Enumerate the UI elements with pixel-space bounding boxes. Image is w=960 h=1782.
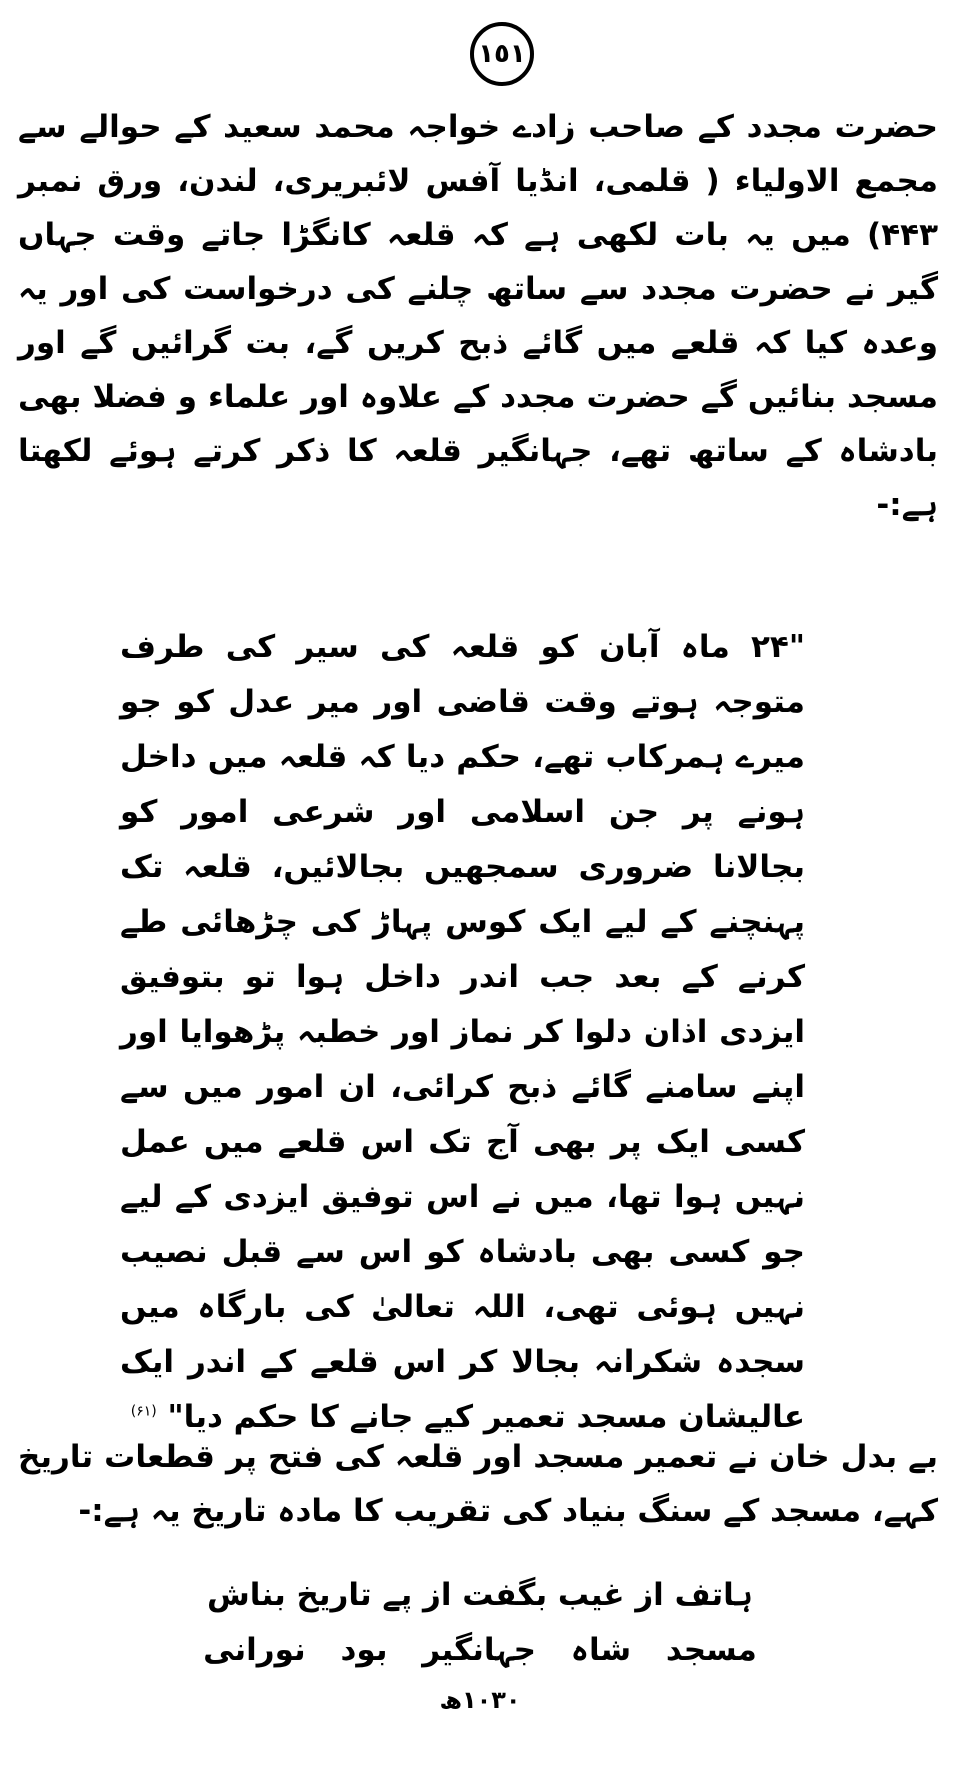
page-number-badge: [470, 22, 534, 86]
closing-paragraph: بے بدل خان نے تعمیر مسجد اور قلعہ کی فتح پر قطعات تاریخ کہے، مسجد کے سنگ بنیاد کی تقریب کا مادہ تاریخ یہ ہے:-: [18, 1439, 938, 1529]
verse-line-2: مسجد شاہ جہانگیر بود نورانی: [203, 1632, 757, 1668]
opening-paragraph: حضرت مجدد کے صاحب زادے خواجہ محمد سعید کے حوالے سے مجمع الاولیاء ( قلمی، انڈیا آفس لائبریری، لندن، ورق نمبر ۴۴۳) میں یہ بات لکھی ہے کہ قلعہ کانگڑا جاتے وقت جہاں گیر نے حضرت مجدد سے ساتھ چلنے کی درخواست کی اور یہ وعدہ کیا کہ قلعے میں گائے ذبح کریں گے، بت گرائیں گے اور مسجد بنائیں گے حضرت مجدد کے علاوہ اور علماء و فضلا بھی بادشاہ کے ساتھ تھے، جہانگیر قلعہ کا ذکر کرتے ہوئے لکھتا ہے:-: [18, 109, 938, 523]
quote-text: "۲۴ ماہ آبان کو قلعہ کی سیر کی طرف متوجہ ہوتے وقت قاضی اور میر عدل کو جو میرے ہمرکاب تھے، حکم دیا کہ قلعہ میں داخل ہونے پر جن اسلامی اور شرعی امور کو بجالانا ضروری سمجھیں بجالائیں، قلعہ تک پہنچنے کے لیے ایک کوس پہاڑ کی چڑھائی طے کرنے کے بعد جب اندر داخل ہوا تو بتوفیق ایزدی اذان دلوا کر نماز اور خطبہ پڑھوایا اور اپنے سامنے گائے ذبح کرائی، ان امور میں سے کسی ایک پر بھی آج تک اس قلعے میں عمل نہیں ہوا تھا، میں نے اس توفیق ایزدی کے لیے جو کسی بھی بادشاہ کو اس سے قبل نصیب نہیں ہوئی تھی، اللہ تعالیٰ کی بارگاہ میں سجدہ شکرانہ بجالا کر اس قلعے کے اندر ایک عالیشان مسجد تعمیر کیے جانے کا حکم دیا": [120, 629, 805, 1435]
verse-line-1: ہاتف از غیب بگفت از پے تاریخ بناش: [207, 1577, 753, 1613]
page-number: ١٥١: [478, 39, 526, 69]
chronogram-year: ۱۰۳۰ھ: [439, 1686, 521, 1714]
jahangir-quote: [120, 620, 805, 1445]
footnote-reference: (۶۱): [130, 1403, 157, 1420]
